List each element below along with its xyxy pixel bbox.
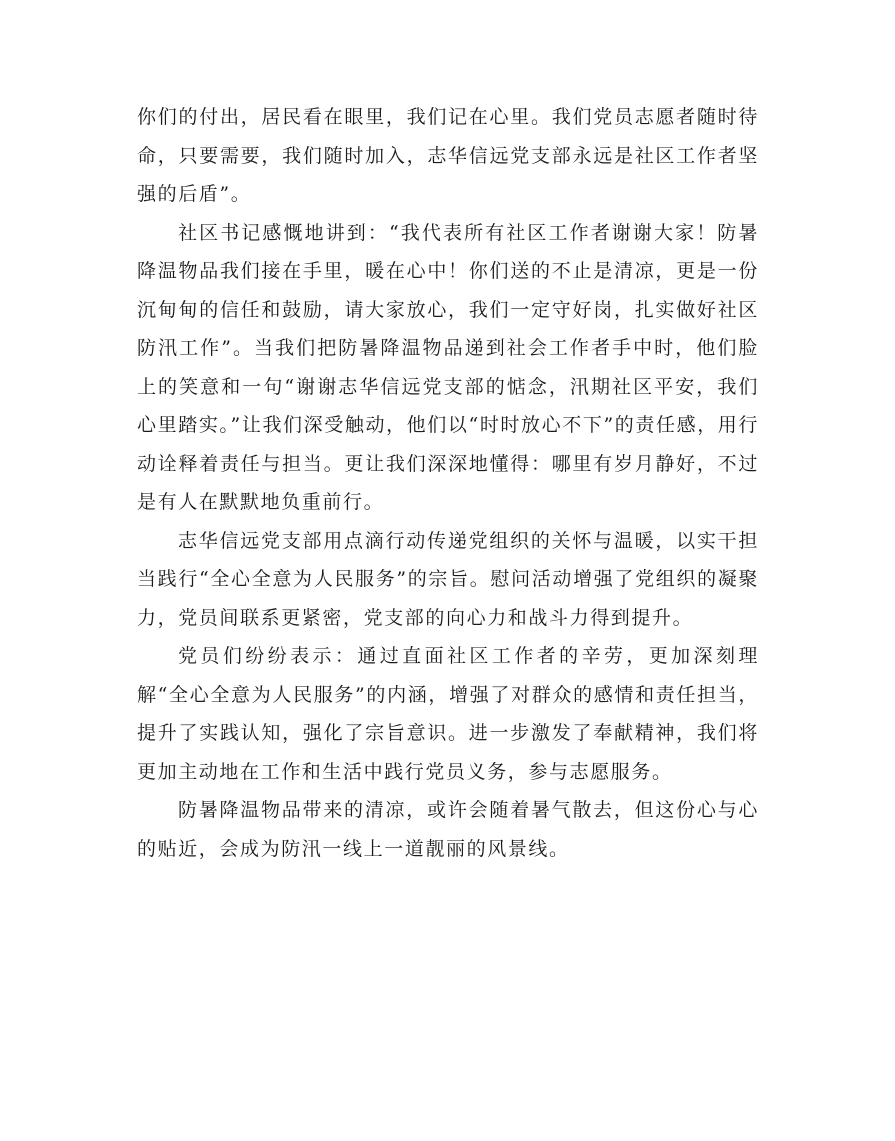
document-body	[137, 98, 759, 868]
paragraph-community-secretary-speech: 社区书记感慨地讲到：“我代表所有社区工作者谢谢大家！防暑降温物品我们接在手里，暖在心中！你们送的不止是清凉，更是一份沉甸甸的信任和鼓励，请大家放心，我们一定守好岗，扎实做好社区防汛工作”。当我们把防暑降温物品递到社会工作者手中时，他们脸上的笑意和一句“谢谢志华信远党支部的惦念，汛期社区平安，我们心里踏实。”让我们深受触动，他们以“时时放心不下”的责任感，用行动诠释着责任与担当。更让我们深深地懂得：哪里有岁月静好，不过是有人在默默地负重前行。	[137, 221, 759, 513]
paragraph-continuation: 你们的付出，居民看在眼里，我们记在心里。我们党员志愿者随时待命，只要需要，我们随时加入，志华信远党支部永远是社区工作者坚强的后盾”。	[137, 106, 759, 205]
paragraph-conclusion: 防暑降温物品带来的清凉，或许会随着暑气散去，但这份心与心的贴近，会成为防汛一线上一道靓丽的风景线。	[137, 799, 759, 860]
paragraph-party-members-statement: 党员们纷纷表示：通过直面社区工作者的辛劳，更加深刻理解“全心全意为人民服务”的内涵，增强了对群众的感情和责任担当，提升了实践认知，强化了宗旨意识。进一步激发了奉献精神，我们将更加主动地在工作和生活中践行党员义务，参与志愿服务。	[137, 645, 759, 783]
paragraph-party-branch-action: 志华信远党支部用点滴行动传递党组织的关怀与温暖，以实干担当践行“全心全意为人民服务”的宗旨。慰问活动增强了党组织的凝聚力，党员间联系更紧密，党支部的向心力和战斗力得到提升。	[137, 529, 759, 629]
